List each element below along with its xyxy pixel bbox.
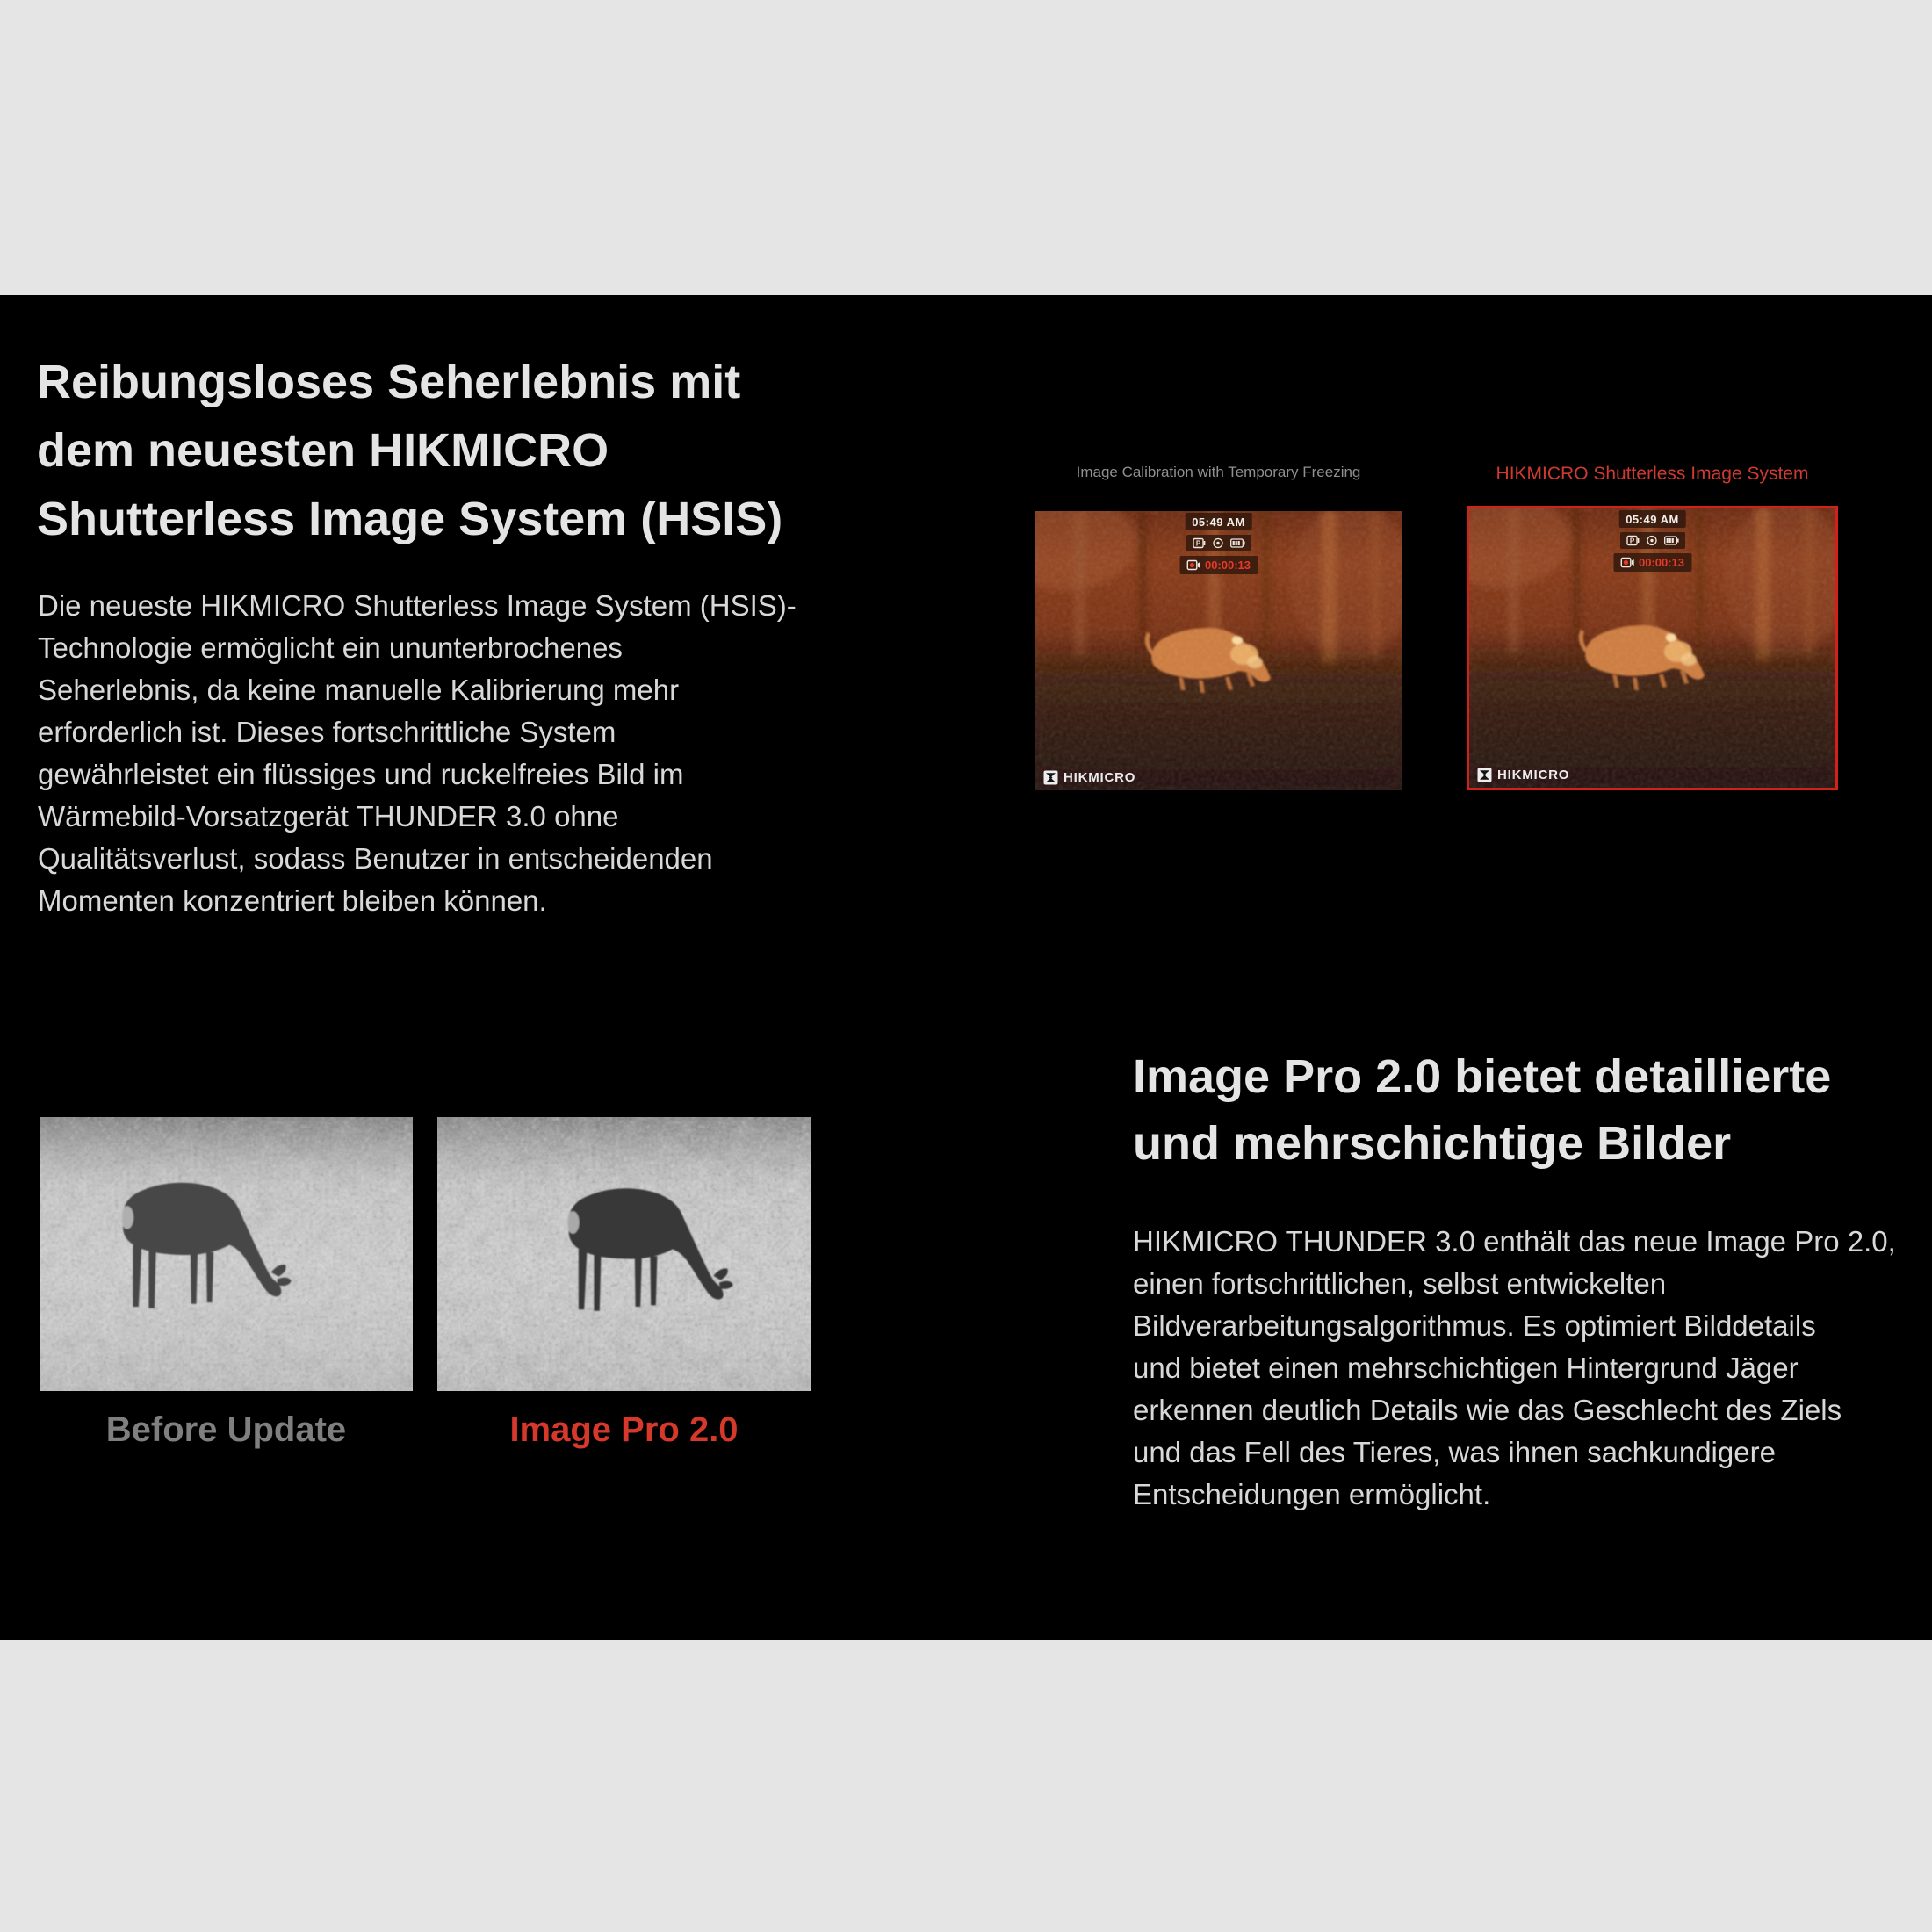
battery-icon [1664, 536, 1679, 545]
osd-time: 05:49 AM [1618, 510, 1686, 528]
osd-recording [1613, 553, 1691, 572]
osd-recording [1179, 556, 1258, 574]
recording-icon [1186, 559, 1200, 571]
photo-mode-icon [1193, 537, 1206, 549]
deer-image-after [437, 1117, 811, 1391]
hikmicro-watermark-text: HIKMICRO [1497, 768, 1570, 782]
osd-status-icons [1620, 532, 1685, 549]
deer-scene-after-illustration [437, 1117, 811, 1391]
imagepro-paragraph: HIKMICRO THUNDER 3.0 enthält das neue Image Pro 2.0, einen fortschrittlichen, selbst entwickelten Bildverarbeitungsalgorithmus. Es optimiert Bilddetails und bietet einen mehrschichtigen Hintergrund Jäger erkennen deutlich Details wie das Geschlecht des Ziels und das Fell des Tieres, was ihnen sachkundigere Entscheidungen ermöglicht. [1133, 1225, 1896, 1510]
deer-image-before [40, 1117, 413, 1391]
osd-recording-time: 00:00:13 [1638, 556, 1685, 569]
hsis-heading: Reibungsloses Seherlebnis mit dem neuesten HIKMICRO Shutterless Image System (HSIS) [37, 356, 783, 545]
osd-status-icons [1186, 535, 1251, 551]
hikmicro-watermark-text: HIKMICRO [1063, 770, 1136, 785]
svg-text:P: P [1195, 539, 1200, 548]
thermal-caption-calibration: Image Calibration with Temporary Freezing [1076, 464, 1361, 480]
photo-mode-icon [1626, 535, 1640, 546]
thermal-image-hsis [1467, 506, 1838, 790]
thermal-image-calibration [1035, 511, 1402, 790]
hikmicro-watermark [1043, 770, 1135, 785]
recording-icon [1620, 557, 1634, 568]
svg-text:P: P [1629, 537, 1634, 545]
hikmicro-logo-icon [1477, 768, 1492, 782]
before-update-label: Before Update [105, 1410, 347, 1449]
osd-recording-time: 00:00:13 [1204, 559, 1251, 572]
content-panel [0, 295, 1932, 1640]
hikmicro-logo-icon [1043, 770, 1058, 785]
imagepro-heading: Image Pro 2.0 bietet detaillierte und mehrschichtige Bilder [1133, 1050, 1832, 1170]
battery-icon [1230, 538, 1245, 548]
osd-time: 05:49 AM [1185, 513, 1252, 530]
thermal-scene-illustration [1035, 511, 1402, 790]
hikmicro-watermark [1477, 768, 1569, 782]
hotspot-icon [1212, 537, 1224, 549]
thermal-caption-hsis: HIKMICRO Shutterless Image System [1496, 464, 1809, 484]
image-pro-label: Image Pro 2.0 [509, 1410, 739, 1449]
deer-scene-before-illustration [40, 1117, 413, 1391]
hotspot-icon [1646, 535, 1658, 546]
hsis-paragraph: Die neueste HIKMICRO Shutterless Image System (HSIS)- Technologie ermöglicht ein ununterbrochenes Seherlebnis, da keine manuelle Kalibrierung mehr erforderlich ist. Dieses fortschrittliche System gewährleistet ein flüssiges und ruckelfreies Bild im Wärmebild-Vorsatzgerät THUNDER 3.0 ohne Qualitätsverlust, sodass Benutzer in entscheidenden Momenten konzentriert bleiben können. [38, 589, 797, 917]
thermal-scene-illustration [1469, 508, 1835, 788]
